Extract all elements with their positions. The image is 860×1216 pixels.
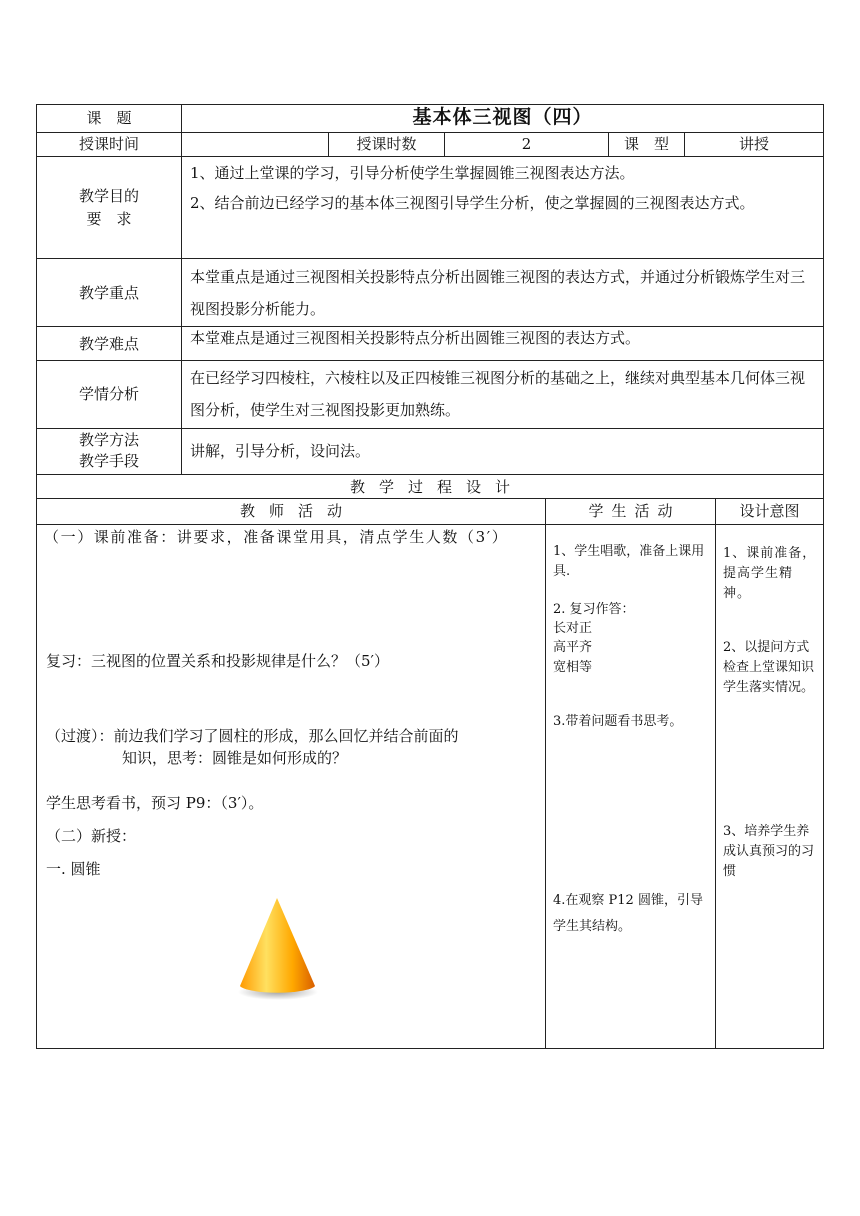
table-border [823,104,824,1049]
table-border [36,104,37,1049]
process-heading: 教学过程设计 [349,478,524,496]
table-border [36,428,824,429]
objectives-item: 2、结合前边已经学习的基本体三视图引导学生分析，使之掌握圆的三视图表达方式。 [190,194,755,212]
objectives-label: 要 求 [86,210,132,228]
design-intent-header: 设计意图 [739,502,800,520]
key-points-text: 本堂重点是通过三视图相关投影特点分析出圆锥三视图的表达方式，并通过分析锻炼学生对三视图投影分析能力。 [190,268,806,318]
table-border [36,524,824,525]
analysis-text: 在已经学习四棱柱，六棱柱以及正四棱锥三视图分析的基础之上，继续对典型基本几何体三视图分析，使学生对三视图投影更加熟练。 [190,369,806,419]
teacher-preview: 学生思考看书，预习 P9：（3′）。 [46,794,264,812]
type-label: 课 型 [623,135,669,153]
methods-label: 教学手段 [78,452,139,470]
objectives-label: 教学目的 [78,187,139,205]
difficulties-text: 本堂难点是通过三视图相关投影特点分析出圆锥三视图的表达方式。 [190,329,641,347]
student-answer: 高平齐 [553,640,593,655]
table-border [36,360,824,361]
teacher-transition: 知识，思考：圆锥是如何形成的？ [122,749,348,767]
table-border [36,156,824,157]
student-answer: 宽相等 [553,660,593,675]
table-border [545,498,546,1049]
type-value: 讲授 [738,135,769,153]
design-intent-2: 2、以提问方式检查上堂课知识学生落实情况。 [723,640,815,695]
methods-label: 教学方法 [78,431,139,449]
table-border [36,498,824,499]
table-border [36,1048,824,1049]
student-step-3: 3.带着问题看书思考。 [553,714,683,729]
table-border [36,258,824,259]
table-border [715,498,716,1049]
analysis-label: 学情分析 [78,385,139,403]
student-step-2: 2. 复习作答： [553,602,635,617]
teacher-new-section: （二）新授： [46,827,137,845]
design-intent-3: 3、培养学生养成认真预习的习惯 [723,824,815,879]
topic-label: 课 题 [86,109,132,127]
cone-image [236,894,320,1004]
student-step-1: 1、学生唱歌，准备上课用具. [553,544,705,579]
design-intent-1: 1、课前准备，提高学生精神。 [723,546,817,601]
time-label: 授课时间 [78,135,139,153]
teacher-review: 复习：三视图的位置关系和投影规律是什么？（5′） [46,652,389,670]
cone-heading: 一. 圆锥 [46,860,101,878]
teacher-activity-header: 教师活动 [239,502,356,520]
objectives-item: 1、通过上堂课的学习，引导分析使学生掌握圆锥三视图表达方法。 [190,164,635,182]
table-border [181,104,182,474]
key-points-label: 教学重点 [78,284,139,302]
hours-label: 授课时数 [356,135,417,153]
student-answer: 长对正 [553,621,593,636]
difficulties-label: 教学难点 [78,335,139,353]
student-step-4: 4.在观察 P12 圆锥，引导学生其结构。 [553,893,703,934]
hours-value: 2 [521,135,532,153]
teacher-transition: （过渡）：前边我们学习了圆柱的形成，那么回忆并结合前面的 [46,727,459,745]
table-border [36,104,824,105]
student-activity-header: 学生活动 [588,502,681,520]
table-border [36,474,824,475]
teacher-prep: （一）课前准备：讲要求，准备课堂用具，清点学生人数（3′） [44,528,509,546]
lesson-title: 基本体三视图（四） [412,106,593,128]
methods-text: 讲解，引导分析，设问法。 [190,442,371,460]
